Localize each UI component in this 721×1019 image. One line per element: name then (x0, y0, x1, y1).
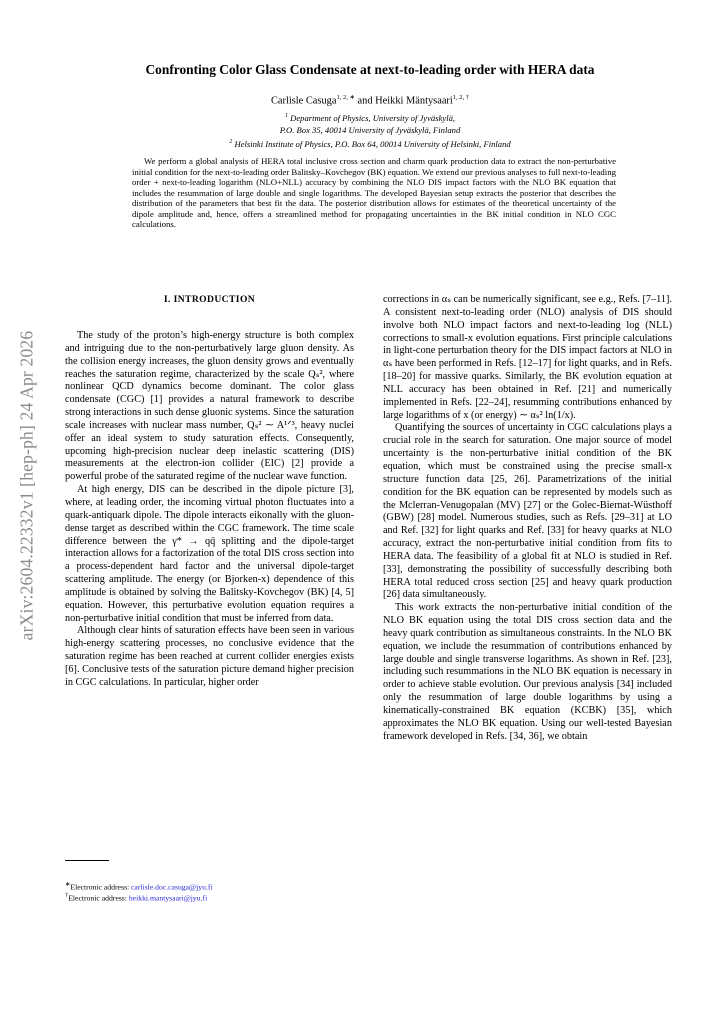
intro-paragraph-3: Although clear hints of saturation effects have been seen in various high-energy scattering processes, no conclusive evidence that the saturation regime has been reached at current collider energies exists [6]. Conclusive tests of the saturation picture demand higher precision in CGC calculations. In particular, higher order (65, 625, 354, 688)
intro-paragraph-4: corrections in αₛ can be numerically significant, see e.g., Refs. [7–11]. A consistent next-to-leading order (NLO) analysis of DIS should involve both NLO impact factors and next-to-leading log (NLL) corrections to small-x evolution equations. First principle calculations in light-cone perturbation theory for the DIS impact factors at NLO in αₛ have been performed in Refs. [12–17] for light quarks, and in Refs. [18–20] for massive quarks. Similarly, the BK evolution equation at NLL accuracy has been obtained in Ref. [21] and numerically implemented in Refs. [22–24], resumming contributions enhanced by large logarithms of x (or energy) ∼ αₛ² ln(1/x). (383, 294, 672, 421)
intro-paragraph-6: This work extracts the non-perturbative initial condition of the NLO BK equation using the total DIS cross section data and the heavy quark contribution as simultaneous constraints. In the NLO BK equation, we include the resummation of contributions enhanced by large double and single transverse logarithms. As shown in Ref. [23], including such resummations in the NLO BK equation is necessary in order to achieve stable evolution. Our previous analysis [34] included only the resummation of large double logarithms by using a kinematically-constrained BK equation (KCBK) [35], which approximates the NLO BK equation. Using our well-tested Bayesian framework developed in Refs. [34, 36], we obtain (383, 602, 672, 742)
intro-paragraph-5: Quantifying the sources of uncertainty in CGC calculations plays a crucial role in the search for saturation. One major source of model uncertainty is the non-perturbative initial condition of the BK equation, which must be constrained using the precise small-x structure function data [25, 26]. Parametrizations of the initial condition for the BK equation can be represented by models such as the Mclerran-Venugopalan (MV) [27] or the Golec-Biernat-Wüsthoff (GBW) [28] model. Numerous studies, such as Refs. [29–31] at LO and Ref. [32] for light quarks and Ref. [33] for heavy quarks at NLO accuracy, extract the non-perturbative initial condition from fits to HERA data. The feasibility of a global fit at NLO is studied in Ref. [33], demonstrating the possibility of successfully describing both HERA total reduced cross section [25] and heavy quark production [26] data simultaneously. (383, 422, 672, 601)
author-2-name: Heikki Mäntysaari (375, 95, 453, 107)
author-conjunction: and (357, 95, 373, 107)
affiliation-2-line: Helsinki Institute of Physics, P.O. Box 64, 00014 University of Helsinki, Finland (234, 138, 511, 149)
footnote-1-label: Electronic address: (70, 882, 131, 892)
affiliation-2-marker: 2 (229, 139, 233, 145)
arxiv-id-text: arXiv:2604.22332v1 [hep-ph] 24 Apr 2026 (16, 330, 37, 640)
author-list (60, 93, 680, 106)
affiliation-1 (60, 110, 680, 136)
left-column (65, 294, 354, 690)
footnote-1-marker: ∗ (65, 881, 71, 888)
section-heading-introduction: I. INTRODUCTION (163, 294, 256, 305)
footnote-divider (65, 860, 109, 861)
paper-title: Confronting Color Glass Condensate at next-to-leading order with HERA data (145, 62, 595, 77)
intro-paragraph-1: The study of the proton’s high-energy structure is both complex and intriguing due to the non-perturbatively large gluon density. As the collision energy increases, the gluon density grows and eventually reaches the saturation regime, characterized by the scale Qₛ², where nonlinear QCD dynamics become dominant. The color glass condensate (CGC) [1] provides a natural framework to describe strong interactions in such dense gluonic systems. Since the saturation scale increases with nuclear mass number, Qₛ² ∼ A¹ᐟ³, heavy nuclei offer an ideal system to study saturation effects. Consequently, upcoming high-precision nuclear deep inelastic scattering (DIS) measurements at the electron-ion collider (EIC) [2] provide a powerful probe of the saturated regime of the nuclear wave function. (65, 330, 354, 483)
affiliation-1-line-2: P.O. Box 35, 40014 University of Jyväskylä, Finland (279, 124, 461, 135)
footnote-1-email-link[interactable]: carlisle.doc.casuga@jyu.fi (131, 882, 213, 892)
affiliation-1-marker: 1 (284, 113, 288, 119)
author-2-marks: 1, 2, † (452, 94, 470, 101)
affiliation-1-line-1: Department of Physics, University of Jyväskylä, (290, 112, 456, 123)
footnote-2-email-link[interactable]: heikki.mantysaari@jyu.fi (128, 893, 208, 903)
right-column (383, 294, 672, 744)
affiliation-2 (60, 136, 680, 150)
author-1-marks: 1, 2, ∗ (336, 94, 355, 101)
arxiv-identifier-stamp (12, 295, 42, 675)
footnote-2-marker: † (65, 892, 69, 899)
footnote-2 (65, 891, 207, 904)
intro-paragraph-2: At high energy, DIS can be described in the dipole picture [3], where, at leading order, the incoming virtual photon fluctuates into a quark-antiquark dipole. The dipole interacts eikonally with the gluon-dense target as described within the CGC framework. The time scale difference between the γ* → qq̄ splitting and the dipole-target interaction allows for a factorization of the total DIS cross section into a process-dependent hard factor and the universal dipole-target scattering amplitude. The energy (or Bjorken-x) dependence of this amplitude is obtained by solving the Balitsky-Kovchegov (BK) [4, 5] equation. However, this perturbative evolution equation requires a non-perturbative initial condition that must be inferred from data. (65, 484, 354, 624)
abstract: We perform a global analysis of HERA total inclusive cross section and charm quark production data to extract the non-perturbative initial condition for the next-to-leading order Balitsky–Kovchegov (BK) equation. We extend our previous analyses to full next-to-leading order + next-to-leading logarithm (NLO+NLL) accuracy by combining the NLO DIS impact factors with the NLO BK equation that includes the resummation of large double and single logarithms. The developed Bayesian setup extracts the posterior that describes the distribution of the parameters that best fit the data. The posterior distribution allows for estimates of the theoretical uncertainty of the dipole amplitude and, hence, offers a streamlined method for propagating uncertainties in the BK initial condition in NLO CGC calculations. (132, 156, 616, 230)
author-1-name: Carlisle Casuga (270, 95, 337, 107)
footnote-2-label: Electronic address: (68, 893, 129, 903)
